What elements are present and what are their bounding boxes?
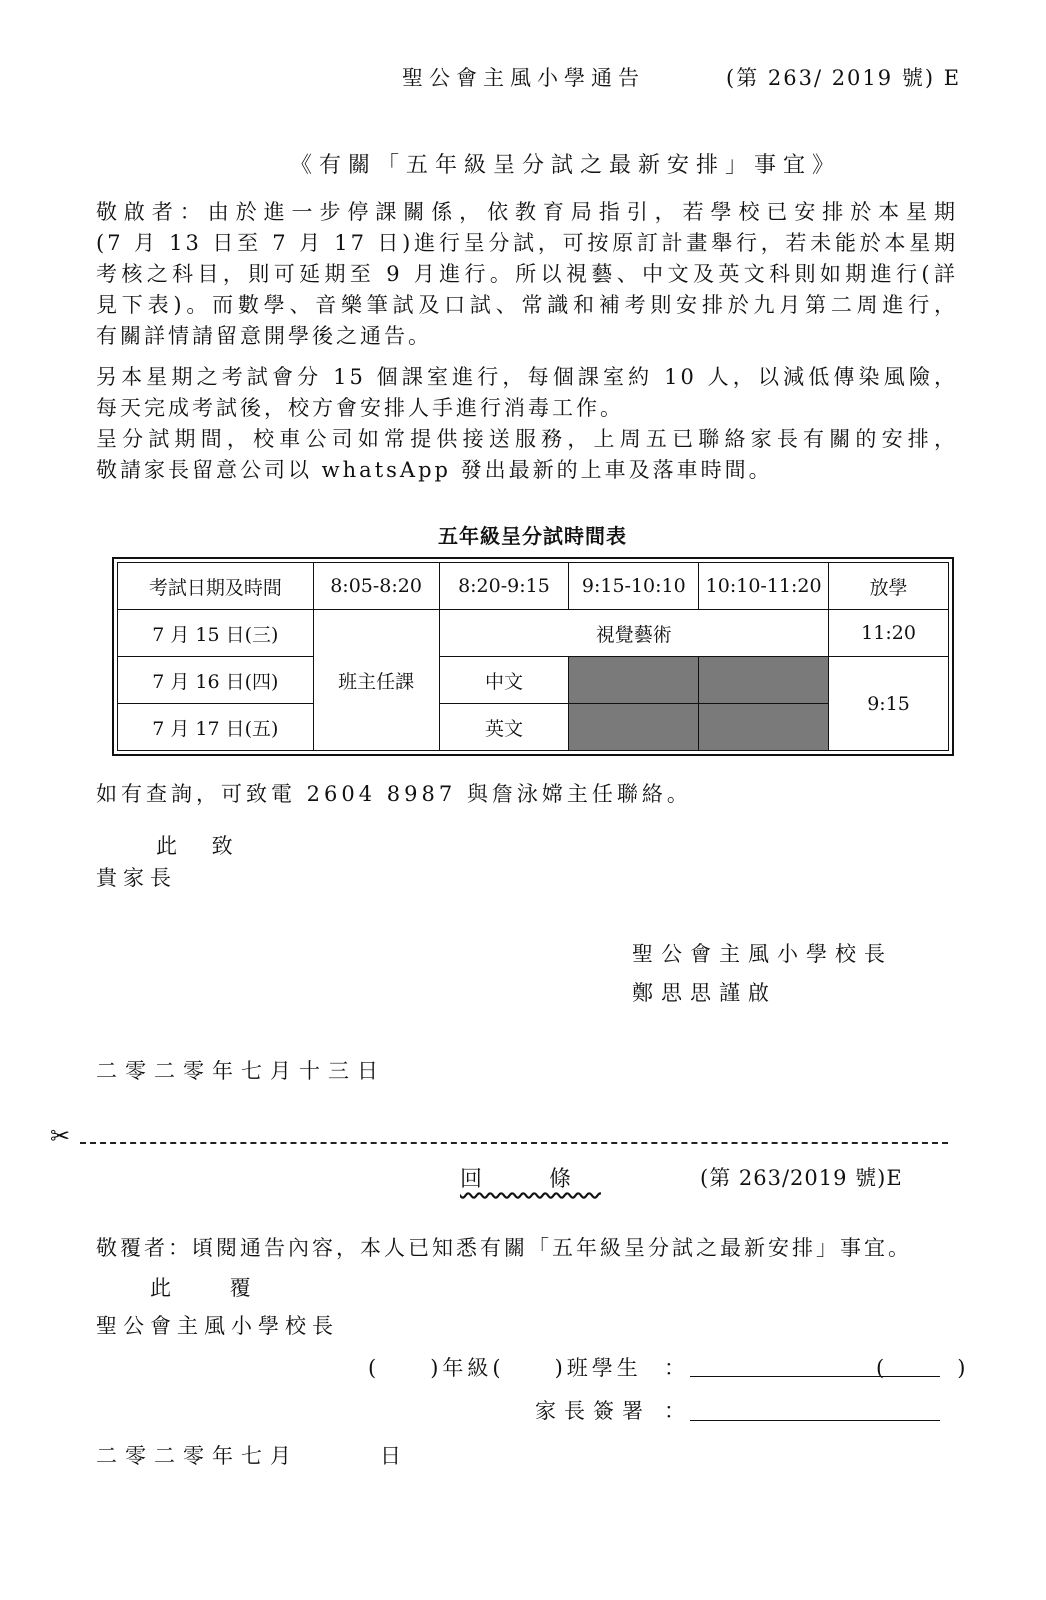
- header-cell: 8:20-9:15: [439, 563, 569, 610]
- closing-recipient: 貴家長: [96, 866, 177, 890]
- exam-timetable: [117, 562, 949, 751]
- notice-date: 二零二零年七月十三日: [96, 1059, 386, 1083]
- parent-signature-field[interactable]: [690, 1420, 940, 1421]
- paragraph-line: (7 月 13 日至 7 月 17 日)進行呈分試，可按原訂計畫舉行，若未能於本星期: [96, 231, 958, 255]
- table-row: [118, 657, 949, 704]
- paragraph-1: [96, 197, 958, 352]
- reply-salutation: 此 覆: [150, 1276, 277, 1300]
- signature-title: 聖公會主風小學校長: [632, 942, 893, 966]
- subject-cell: 視覺藝術: [439, 610, 829, 657]
- school-notice-title: 聖公會主風小學通告: [402, 66, 645, 90]
- paragraph-line: 考核之科目，則可延期至 9 月進行。所以視藝、中文及英文科則如期進行(詳: [96, 262, 958, 286]
- table-row: [118, 704, 949, 751]
- header-cell: 8:05-8:20: [313, 563, 439, 610]
- shaded-cell: [699, 704, 829, 751]
- subject-cell: 英文: [439, 704, 569, 751]
- signature-name: 鄭思思謹啟: [632, 981, 777, 1005]
- student-class-label: ( )年級( )班學生: [368, 1356, 642, 1380]
- scissors-icon: ✂: [50, 1122, 71, 1150]
- paragraph-2: [96, 362, 958, 424]
- header-cell: 放學: [829, 563, 949, 610]
- class-teacher-period-cell: 班主任課: [313, 610, 439, 751]
- dismissal-cell: 9:15: [829, 657, 949, 751]
- student-number-field[interactable]: ( ): [876, 1356, 992, 1380]
- dismissal-cell: 11:20: [829, 610, 949, 657]
- reply-slip-body: 敬覆者：頃閱通告內容，本人已知悉有關「五年級呈分試之最新安排」事宜。: [96, 1236, 912, 1260]
- subject-cell: 中文: [439, 657, 569, 704]
- date-cell: 7 月 16 日(四): [118, 657, 314, 704]
- reply-date-day: 日: [380, 1444, 401, 1468]
- notice-subject-title: 《有關「五年級呈分試之最新安排」事宜》: [290, 153, 842, 178]
- paragraph-line: 呈分試期間，校車公司如常提供接送服務，上周五已聯絡家長有關的安排，: [96, 427, 958, 451]
- date-cell: 7 月 17 日(五): [118, 704, 314, 751]
- paragraph-3: [96, 424, 958, 486]
- student-colon: ：: [664, 1356, 685, 1380]
- paragraph-line: 見下表)。而數學、音樂筆試及口試、常識和補考則安排於九月第二周進行，: [96, 293, 958, 317]
- paragraph-line: 另本星期之考試會分 15 個課室進行，每個課室約 10 人，以減低傳染風險，: [96, 365, 958, 389]
- parent-signature-label: 家長簽署: [535, 1399, 651, 1423]
- reply-date: 二零二零年七月: [96, 1444, 299, 1468]
- reply-slip-title: 回 條: [460, 1167, 601, 1192]
- paragraph-line: 敬請家長留意公司以 whatsApp 發出最新的上車及落車時間。: [96, 458, 773, 482]
- notice-number: (第 263/ 2019 號) E: [726, 66, 962, 90]
- paragraph-line: 每天完成考試後，校方會安排人手進行消毒工作。: [96, 396, 624, 420]
- header-cell: 10:10-11:20: [699, 563, 829, 610]
- shaded-cell: [699, 657, 829, 704]
- date-cell: 7 月 15 日(三): [118, 610, 314, 657]
- timetable-title: 五年級呈分試時間表: [438, 524, 627, 548]
- paragraph-line: 有關詳情請留意開學後之通告。: [96, 324, 432, 348]
- table-header-row: [118, 563, 949, 610]
- reply-slip-number: (第 263/2019 號)E: [700, 1166, 903, 1190]
- enquiry-line: 如有查詢，可致電 2604 8987 與詹泳嫦主任聯絡。: [96, 782, 692, 806]
- closing-salutation: 此 致: [156, 834, 247, 858]
- table-row: [118, 610, 949, 657]
- cut-line: [80, 1142, 948, 1144]
- paragraph-line: 敬啟者：由於進一步停課關係，依教育局指引，若學校已安排於本星期: [96, 200, 958, 224]
- parent-colon: ：: [664, 1399, 685, 1423]
- header-cell: 考試日期及時間: [118, 563, 314, 610]
- shaded-cell: [569, 657, 699, 704]
- reply-recipient: 聖公會主風小學校長: [96, 1314, 339, 1338]
- header-cell: 9:15-10:10: [569, 563, 699, 610]
- shaded-cell: [569, 704, 699, 751]
